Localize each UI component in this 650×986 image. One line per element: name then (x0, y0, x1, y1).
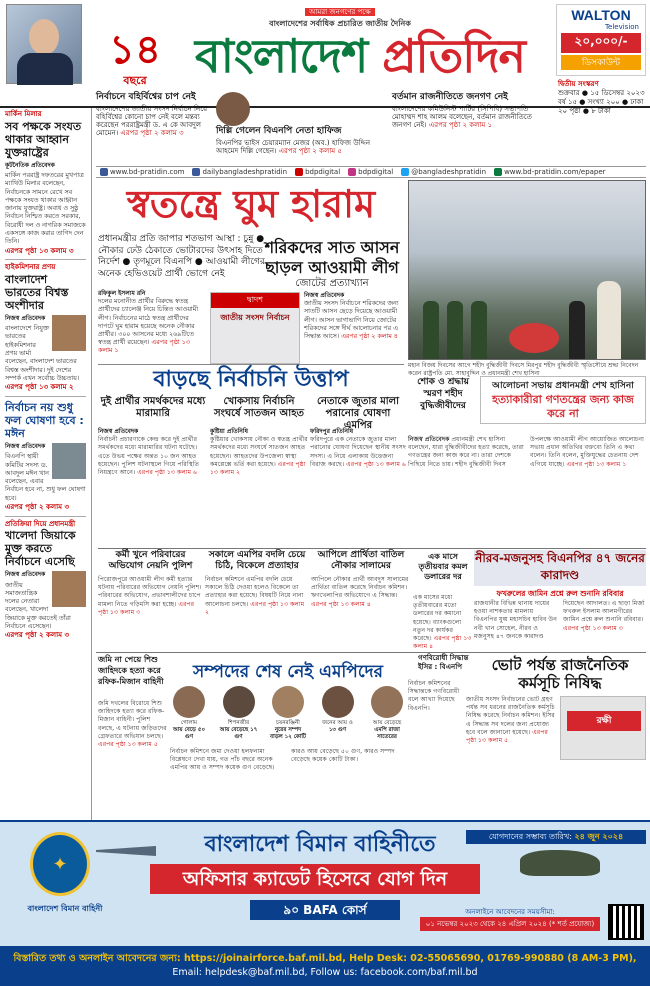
edition-label: দ্বিতীয় সংস্করণ (558, 80, 599, 88)
story-body: জাতীয় সমাজতান্ত্রিক দলের নেতারা বলেছেন, খালেদা জিয়াকে মুক্ত করতেই তাঁরা নির্বাচনে এসেছেন। (5, 581, 71, 631)
election-box-title: দ্বাদশ (211, 293, 299, 308)
side-byline: নিজস্ব প্রতিবেদক (304, 292, 345, 299)
story-more[interactable]: এরপর পৃষ্ঠা ১৩ কলাম ৫ (466, 728, 548, 745)
guard-figure (471, 301, 487, 359)
section2-subhead[interactable]: নেতাকে জুতার মালা পরানোর ঘোষণা এমপির (316, 396, 400, 431)
web-icon (100, 168, 108, 176)
ban-headline[interactable]: ভোট পর্যন্ত রাজনৈতিক কর্মসূচি নিষিদ্ধ (491, 656, 629, 692)
title-part-1: বাংলাদেশ (194, 29, 383, 83)
bnp-verdict-subhead: ফখরুলের জামিন প্রশ্নে রুল শুনানি রবিবার (496, 589, 624, 598)
byline: ফরিদপুর প্রতিনিধি (310, 428, 354, 435)
story-reporter: নিজস্ব প্রতিবেদক (5, 571, 46, 579)
lead-body: দলের মনোনীত প্রার্থীর বিরুদ্ধে স্বতন্ত্র প্রার্থীদের চ্যালেঞ্জ নিয়ে চিন্তিত আওয়ামী লীগ। নির্বাচনের মাঠে স্বতন্ত্র প্রার্থীদের দাপটে ঘুম হারাম হয়েছে অনেক নৌকার প্রার্থীর। ৩০০ আসনের মধ্যে ২৬৯টিতে স্বতন্ত্র প্রার্থী রয়েছেন। (98, 298, 199, 347)
story-kicker: হাইকমিশনার প্রণয় (5, 263, 56, 272)
pm-body: নিজস্ব প্রতিবেদক প্রধানমন্ত্রী শেখ হাসিনা বলেছেন, যারা বুদ্ধিজীবীদের হত্যা করেছে, তারা গণতন্ত্রের জন্য কাজ করে না। তারা দেশকে পিছিয়ে নিতে চায়। শহীদ বুদ্ধিজীবী দিবস উপলক্ষে আওয়ামী লীগ আয়োজিত আলোচনা সভায় প্রধান অতিথির বক্তব্যে তিনি এ কথা বলেন। তিনি বলেন, মুক্তিযুদ্ধের চেতনায় দেশ এগিয়ে যাচ্ছে। এরপর পৃষ্ঠা ১৩ কলাম ১ (408, 436, 644, 468)
left-column (0, 108, 92, 820)
social-link[interactable]: bdpdigital (295, 168, 340, 176)
ad-footer-line-2[interactable]: Email: helpdesk@baf.mil.bd, Follow us: facebook.com/baf.mil.bd (172, 967, 478, 978)
social-link[interactable]: bdpdigital (348, 168, 393, 176)
date-line-3: ২০ পৃষ্ঠা ● ৮ টাকা (558, 107, 611, 115)
ad-footer[interactable] (0, 946, 650, 986)
side-headline: শরিকদের সাত আসন ছাড়ল আওয়ামী লীগ (264, 238, 400, 277)
side-subline: জোটের প্রত্যাখ্যান (295, 278, 369, 289)
ad-online-dates: ০১ নভেম্বর ২০২৩ থেকে ২৪ এপ্রিল ২০২৪ (* শর্ত প্রযোজ্য) (420, 917, 600, 931)
story-body: নির্বাচন কমিশনে এমপির বদলি চেয়ে সকালে চিঠি দেওয়া হলেও বিকেলে তা প্রত্যাহার করা হয়েছে। বিষয়টি নিয়ে নানা আলোচনা চলছে। এরপর পৃষ্ঠা ১৩ কলাম ২ (205, 576, 305, 616)
anniversary-number: ১৪ (109, 26, 161, 73)
story-body: জমি দখলের বিরোধে শিশু জাহিদকে হত্যা করে রফিক-মিজান বাহিনী। পুলিশ বলছে, এ ঘটনায় জড়িতদের গ্রেফতারে অভিযান চলছে। এরপর পৃষ্ঠা ১৩ কলাম ৫ (98, 700, 167, 749)
story-headline: নির্বাচন নয় শুধু ফল ঘোষণা হবে : মঈন (5, 400, 84, 440)
story-more[interactable]: এরপর পৃষ্ঠা ১৩ কলাম ২ (5, 383, 74, 392)
social-link[interactable]: dailybangladeshpratidin (192, 168, 287, 176)
side-body-column (304, 292, 404, 341)
story-body: এক মাসের মধ্যে তৃতীয়বারের মতো ডলারের দর কমানো হয়েছে। ব্যাংকগুলো নতুন দর কার্যকর করেছে। এরপর পৃষ্ঠা ১৩ কলাম ৪ (413, 594, 472, 651)
story-more[interactable]: এরপর পৃষ্ঠা ২ কলাম ৩ (5, 503, 70, 512)
section-divider (98, 548, 646, 549)
story-headline: খালেদা জিয়াকে মুক্ত করতে নির্বাচনে এসেছি (5, 529, 76, 569)
twitter-icon (401, 168, 409, 176)
byline: নিজস্ব প্রতিবেদক (98, 428, 139, 435)
story-body: রাজধানীর বিভিন্ন থানায় দায়ের হওয়া নাশকতার মামলায় বিএনপির যুগ্ম মহাসচিব হাবিব উন নবী খান সোহেল, নীরব ও মজনুসহ ৪৭ জনকে কারাদণ্ড দিয়েছেন আদালত। এ ছাড়া মির্জা ফখরুল ইসলাম আলমগীরের জামিন প্রশ্নে রুল শুনানি রবিবার। এরপর পৃষ্ঠা ১৩ কলাম ৩ (474, 600, 645, 640)
story-body: আপিলে নৌকার প্রার্থী আবদুস সালামের প্রার্থিতা বাতিল করেছে নির্বাচন কমিশন। ঋণখেলাপির অভিযোগে এ সিদ্ধান্ত। এরপর পৃষ্ঠা ১৩ কলাম ৪ (311, 576, 409, 608)
mp-item[interactable]: আয় বেড়েছে এমপি রাজা সাতেরের (368, 686, 406, 740)
photo-caption-kicker: মার্কিন মিলার (5, 110, 42, 118)
top-left-photo (6, 4, 82, 84)
jet-icon (96, 846, 156, 856)
newspaper-title[interactable] (190, 26, 530, 86)
left-story[interactable] (5, 396, 86, 512)
story-body: বাংলাদেশে নিযুক্ত ভারতের হাইকমিশনার প্রণয় ভার্মা বলেছেন, বাংলাদেশ ভারতের বিশ্বস্ত অংশীদার। দুই দেশের সম্পর্ক এখন সর্বোচ্চ উচ্চতায়। (5, 325, 80, 382)
teaser-row (96, 92, 546, 166)
date-line-1: শুক্রবার ● ১৫ ডিসেম্বর ২০২৩ (558, 89, 645, 97)
social-link[interactable]: www.bd-pratidin.com (100, 168, 184, 176)
side-more[interactable]: এরপর পৃষ্ঠা ২ কলাম ৪ (341, 333, 398, 341)
instagram-icon (348, 168, 356, 176)
section-divider (98, 364, 404, 365)
teaser-item[interactable] (216, 92, 386, 164)
mp-item[interactable]: গোলাম আয় বেড়ে ৫০ গুণ (170, 686, 208, 740)
section-divider (96, 652, 646, 653)
president-figure (569, 301, 585, 359)
tagline-badge: আমরা জনগণের পক্ষে (305, 8, 375, 16)
air-force-emblem-icon: ✦ (30, 832, 90, 896)
teaser-item[interactable] (96, 92, 211, 164)
ad-deadline: যোগদানের সম্ভাব্য তারিখ: ২৪ জুন ২০২৪ (466, 830, 646, 844)
story-reporter: নিজস্ব প্রতিবেদক (5, 442, 46, 450)
teaser-more[interactable]: এরপর পৃষ্ঠা ২ কলাম ৫ (278, 147, 342, 155)
story-more[interactable]: এরপর পৃষ্ঠা ১৩ কলাম ৬ (346, 460, 406, 468)
story-headline[interactable]: কর্মী খুনে পরিবারের অভিযোগ নেয়নি পুলিশ (108, 550, 193, 571)
sponsor-ad[interactable] (556, 4, 646, 76)
section2-banner[interactable]: বাড়ছে নির্বাচনি উত্তাপ (153, 367, 349, 392)
photo-caption: মহান বিজয় দিবসের আগে শহীদ বুদ্ধিজীবী দিবসে মিরপুর শহীদ বুদ্ধিজীবী স্মৃতিসৌধে শ্রদ্ধা নিবেদন করেন রাষ্ট্রপতি মো. সাহাবুদ্দিন ও প্রধানমন্ত্রী শেখ হাসিনা (408, 362, 639, 377)
story-more[interactable]: এরপর পৃষ্ঠা ১৩ কলাম ৩ (98, 600, 195, 616)
story-more[interactable]: এরপর পৃষ্ঠা ১৩ কলাম ১ (566, 460, 627, 468)
story-body: মার্কিন পররাষ্ট্র দফতরের মুখপাত্র ম্যাথিউ মিলার বলেছেন, নির্বাচনকে সামনে রেখে সব পক্ষকে সংযত থাকার আহ্বান জানায় যুক্তরাষ্ট্র। অবাধ ও সুষ্ঠু নির্বাচন নিশ্চিত করতে সরকার, বিরোধী দল ও নাগরিক সমাজকে একসঙ্গে কাজ করার তাগিদ দেন তিনি। (5, 172, 86, 246)
pm-headline-box[interactable] (480, 376, 646, 424)
story-more[interactable]: এরপর পৃষ্ঠা ২ কলাম ৩ (5, 631, 70, 640)
teaser-body: বাংলাদেশের জাতীয় সংসদ নির্বাচন নিয়ে বহির্বিশ্বের কোনো চাপ নেই বলে মন্তব্য করেছেন পররাষ্ট্রমন্ত্রী ড. এ কে আবদুল মোমেন। (96, 105, 208, 137)
anniversary-label: বছরে (123, 74, 147, 87)
story-headline: বাংলাদেশ ভারতের বিশ্বস্ত অংশীদার (5, 272, 69, 312)
story-reporter: কূটনৈতিক প্রতিবেদক (5, 161, 55, 169)
story-photo (52, 443, 86, 479)
photo-caption-headline: সব পক্ষকে সংযত থাকার আহ্বান যুক্তরাষ্ট্রের (5, 119, 82, 159)
sponsor-brand: WALTON (571, 7, 631, 23)
mp-assets-headline[interactable]: সম্পদের শেষ নেই এমপিদের (193, 662, 383, 682)
story-kicker: প্রতিক্রিয়া দিয়ে প্রধানমন্ত্রী (5, 519, 76, 528)
story-headline[interactable]: গণবিরোধী সিদ্ধান্ত ইসির : বিএনপি (418, 654, 469, 671)
story-headline[interactable]: এক মাসে তৃতীয়বার কমল ডলারের দর (418, 552, 468, 581)
teaser-body: বিএনপির ভাইস চেয়ারম্যান মেজর (অব.) হাফিজ উদ্দিন আহমেদ দিল্লি গেছেন। (216, 139, 371, 155)
teaser-photo (216, 92, 250, 126)
mp-photo-row (170, 686, 406, 740)
side-headline-block[interactable] (258, 238, 406, 290)
story-more[interactable]: এরপর পৃষ্ঠা ১৩ কলাম ৪ (413, 635, 472, 651)
mp-photo (371, 686, 403, 718)
story-more[interactable]: এরপর পৃষ্ঠা ১৩ কলাম ৩ (563, 624, 623, 632)
left-story[interactable] (5, 110, 86, 255)
story-more[interactable]: এরপর পৃষ্ঠা ১৩ কলাম ৫ (98, 741, 158, 749)
qr-code-icon[interactable] (608, 904, 644, 940)
side-body: জাতীয় সংসদ নির্বাচনে শরিকদের জন্য সাতটি আসন ছেড়ে দিয়েছে আওয়ামী লীগ। আসন ভাগাভাগি নিয়ে জোটের শরিকদের সঙ্গে দীর্ঘ আলোচনার পর এ সিদ্ধান্ত আসে। (304, 300, 399, 341)
story-body: বিএনপি স্থায়ী কমিটির সদস্য ড. আবদুল মঈন খান বলেছেন, এবার নির্বাচন হবে না, শুধু ফল ঘোষণা হবে। (5, 453, 86, 502)
story-more[interactable]: এরপর পৃষ্ঠা ১৩ কলাম ৩ (5, 246, 74, 255)
story-headline[interactable]: সকালে এমপির বদলি চেয়ে চিঠি, বিকেলে প্রত্যাহার (208, 550, 306, 571)
guard-figure (423, 301, 439, 359)
story-body: নির্বাচন কমিশনের সিদ্ধান্তকে গণবিরোধী বলে আখ্যা দিয়েছে বিএনপি। (408, 680, 460, 712)
story-body: নির্বাচন কমিশনে জমা দেওয়া হলফনামা বিশ্লেষণে দেখা যায়, গত পাঁচ বছরে অনেক এমপির আয় ও সম্পদ কয়েক গুণ বেড়েছে। কারও আয় বেড়েছে ৫০ গুণ, কারও সম্পদ বেড়েছে কয়েক কোটি টাকা। (170, 748, 395, 772)
teaser-title: বর্তমান রাজনীতিতে জনগণ নেই (392, 92, 508, 102)
story-body: জাতীয় সংসদ নির্বাচনের ভোট গ্রহণ পর্যন্ত সব ধরনের রাজনৈতিক কর্মসূচি নিষিদ্ধ করেছে নির্বাচন কমিশন। ইসির এ সিদ্ধান্ত সব দলের জন্য প্রযোজ্য হবে বলে জানানো হয়েছে। এরপর পৃষ্ঠা ১৩ কলাম ৫ (466, 696, 555, 745)
story-reporter: নিজস্ব প্রতিবেদক (5, 314, 46, 322)
helicopter-icon (520, 850, 600, 876)
mp-item[interactable]: শিপনজীর আয় বেড়েছে ১৭ গুণ (220, 686, 258, 740)
left-story[interactable] (5, 516, 86, 640)
title-part-2: প্রতিদিন (382, 29, 526, 83)
ad-online-label: অনলাইনে আবেদনের সময়সীমা: (465, 908, 555, 916)
date-line-2: বর্ষ ১৫ ● সংখ্যা ২০০ ● ঢাকা (558, 98, 644, 106)
air-force-ad[interactable] (0, 820, 650, 984)
lead-body-column (98, 290, 203, 356)
story-headline[interactable]: আপিলে প্রার্থিতা বাতিল নৌকার সালামের (317, 550, 405, 571)
section2-body: নিজস্ব প্রতিবেদক নির্বাচনী প্রচারণাকে কেন্দ্র করে দুই প্রার্থীর সমর্থকদের মধ্যে মারামারির ঘটনা ঘটেছে। এতে উভয় পক্ষের অন্তত ১০ জন আহত হয়েছেন। পুলিশ ঘটনাস্থলে গিয়ে পরিস্থিতি নিয়ন্ত্রণে আনে। এরপর পৃষ্ঠা ১৩ কলাম ৬ (98, 428, 208, 477)
mp-photo (173, 686, 205, 718)
election-box-body: জাতীয় সংসদ নির্বাচন (220, 313, 290, 322)
tagline-text: বাংলাদেশের সর্বাধিক প্রচারিত জাতীয় দৈনিক (269, 19, 411, 28)
ad-course: ৯০ BAFA কোর্স (250, 900, 400, 920)
pm-kicker: আলোচনা সভায় প্রধানমন্ত্রী শেখ হাসিনা (492, 381, 634, 391)
section2-body: ফরিদপুর প্রতিনিধি ফরিদপুরে এক নেতাকে জুতার মালা পরানোর ঘোষণা দিয়েছেন স্থানীয় সংসদ সদস্য। এ নিয়ে এলাকায় উত্তেজনা বিরাজ করছে। এরপর পৃষ্ঠা ১৩ কলাম ৬ (310, 428, 406, 468)
epaper-icon (494, 168, 502, 176)
lead-headline: স্বতন্ত্রে ঘুম হারাম (126, 181, 376, 226)
mp-photo (322, 686, 354, 718)
section2-subhead[interactable]: দুই প্রার্থীর সমর্থকদের মধ্যে মারামারি (100, 396, 206, 419)
ad-footer-line-1[interactable]: বিস্তারিত তথ্য ও অনলাইন আবেদনের জন্য: https://joinairforce.baf.mil.bd, Help Desk: 02-55065690, 01769-990880 (8 AM-3 PM), (13, 953, 637, 964)
sponsor-amount: ২০,০০০/- (561, 33, 641, 53)
agency-name: বাংলাদেশ বিমান বাহিনী (27, 904, 103, 913)
youtube-icon (295, 168, 303, 176)
lead-photo[interactable] (408, 180, 646, 360)
story-body: পিরোজপুরে আওয়ামী লীগ কর্মী হত্যার ঘটনায় পরিবারের অভিযোগ নেয়নি পুলিশ। পরিবারের অভিযোগ, প্রভাবশালীদের চাপে মামলা নিতে গড়িমসি করা হচ্ছে। এরপর পৃষ্ঠা ১৩ কলাম ৩ (98, 576, 202, 616)
left-story[interactable] (5, 259, 86, 392)
story-more[interactable]: এরপর পৃষ্ঠা ১৩ কলাম ২ (210, 460, 306, 477)
pm-headline: হত্যাকারীরা গণতন্ত্রের জন্য কাজ করে না (492, 393, 634, 420)
lead-deck: প্রধানমন্ত্রীর প্রতি জাপার শতভাগ আস্থা : চুন্নু ● নৌকার ঢেউ ঠেকাতে ভোটারদের উৎসাহ দিতে নির্দেশ ● তৃণমূলে বিএনপি ● আওয়ামী লীগের অনেক হেভিওয়েট প্রার্থী ভোগে নেই (98, 234, 265, 279)
lead-more[interactable]: এরপর পৃষ্ঠা ১৩ কলাম ১ (98, 339, 190, 355)
guard-figure (447, 301, 463, 359)
facebook-icon (192, 168, 200, 176)
mp-photo (223, 686, 255, 718)
teaser-body: বাংলাদেশের কমিউনিস্ট পার্টির (সিপিবি) সভাপতি মোহাম্মদ শাহ আলম বলেছেন, বর্তমান রাজনীতিতে জনগণ নেই। (392, 105, 532, 129)
byline: কুষ্টিয়া প্রতিনিধি (210, 428, 248, 435)
sponsor-tag: Television (604, 23, 639, 31)
story-more[interactable]: এরপর পৃষ্ঠা ১৩ কলাম ৪ (311, 600, 371, 608)
teaser-title: দিল্লি গেলেন বিএনপি নেতা হাফিজ (216, 126, 342, 136)
ad-subhead: অফিসার ক্যাডেট হিসেবে যোগ দিন (150, 864, 480, 894)
teaser-more[interactable]: এরপর পৃষ্ঠা ২ কলাম ৩ (120, 129, 184, 137)
teaser-title: নির্বাচনে বহির্বিশ্বের চাপ নেই (96, 92, 196, 102)
story-more[interactable]: এরপর পৃষ্ঠা ১৩ কলাম ৬ (137, 469, 198, 477)
dateline (558, 80, 648, 116)
mp-item[interactable]: চয়নরঞ্জিনী নুরের সম্পদ বাড়ল ১২ কোটি (269, 686, 307, 740)
story-photo (52, 315, 86, 351)
mp-item[interactable]: জনের আয় ও ১৩ গুণ (319, 686, 357, 740)
social-bar (96, 166, 646, 178)
story-headline[interactable]: জমি না পেয়ে শিশু জাহিদকে হত্যা করে রফিক-মিজান বাহিনী (98, 655, 164, 686)
lead-byline: রফিকুল ইসলাম রনি (98, 290, 146, 297)
section2-subhead[interactable]: খোকসায় নির্বাচনি সংঘর্ষে সাতজন আহত (214, 396, 304, 419)
story-more[interactable]: এরপর পৃষ্ঠা ১৩ কলাম ২ (205, 600, 305, 616)
teaser-item[interactable] (392, 92, 546, 164)
pm-figure (597, 281, 621, 359)
ad-headline: বাংলাদেশ বিমান বাহিনীতে (204, 831, 436, 857)
rokkhi-ad[interactable] (560, 696, 646, 760)
lead-banner[interactable] (98, 180, 404, 232)
wreath (509, 323, 559, 353)
tribute-headline[interactable]: শোক ও শ্রদ্ধায় স্মরণ শহীদ বুদ্ধিজীবীদের (417, 377, 469, 411)
sponsor-offer: ডিসকাউন্ট (561, 55, 641, 70)
story-photo (52, 571, 86, 607)
mp-photo (272, 686, 304, 718)
social-link[interactable]: @bangladeshpratidin (401, 168, 486, 176)
teaser-more[interactable]: এরপর পৃষ্ঠা ২ কলাম ১ (428, 121, 493, 129)
rokkhi-logo: রক্ষী (567, 711, 641, 731)
bnp-verdict-headline[interactable]: নীরব-মজনুসহ বিএনপির ৪৭ জনের কারাদণ্ড (474, 550, 646, 586)
election-logo-box (210, 292, 300, 364)
social-link[interactable]: www.bd-pratidin.com/epaper (494, 168, 606, 176)
section2-body: কুষ্টিয়া প্রতিনিধি কুষ্টিয়ার খোকসায় নৌকা ও স্বতন্ত্র প্রার্থীর সমর্থকদের মধ্যে সংঘর্ষে সাতজন আহত হয়েছেন। আহতদের উপজেলা স্বাস্থ্য কমপ্লেক্সে ভর্তি করা হয়েছে। এরপর পৃষ্ঠা ১৩ কলাম ২ (210, 428, 308, 477)
